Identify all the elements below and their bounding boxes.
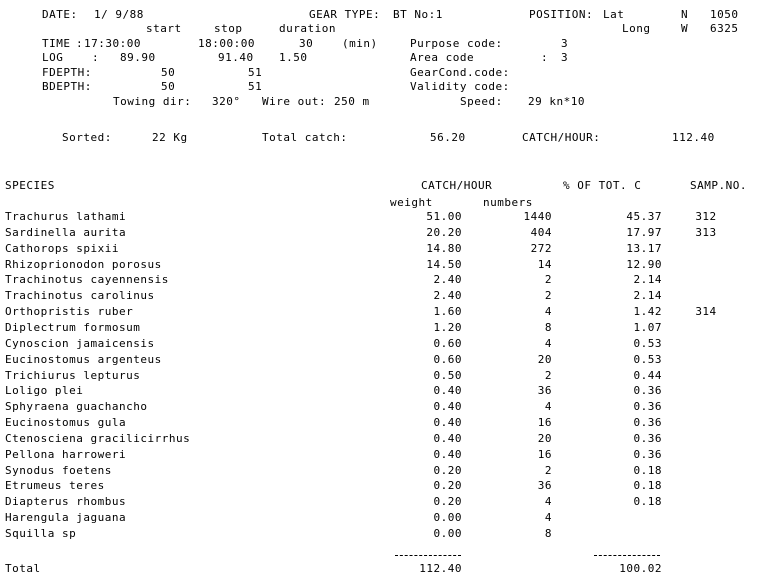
weight-value: 0.60 xyxy=(433,353,462,366)
numbers-value: 8 xyxy=(544,527,552,540)
area-code-colon: : xyxy=(541,51,549,64)
log-stop: 91.40 xyxy=(218,51,254,64)
weight-value: 14.80 xyxy=(426,242,462,255)
fdepth-start: 50 xyxy=(161,66,176,79)
weight-total-rule xyxy=(395,555,461,556)
area-code-value: 3 xyxy=(561,51,569,64)
gearcond-code-label: GearCond.code: xyxy=(410,66,510,79)
numbers-value: 16 xyxy=(537,448,552,461)
weight-value: 0.40 xyxy=(433,400,462,413)
total-percent: 100.02 xyxy=(619,562,662,575)
log-label: LOG xyxy=(42,51,64,64)
long-direction: W xyxy=(681,22,689,35)
purpose-code-value: 3 xyxy=(561,37,569,50)
lat-value: 1050 xyxy=(710,8,739,21)
speed-value: 29 kn*10 xyxy=(528,95,585,108)
numbers-value: 2 xyxy=(544,369,552,382)
col-start-label: start xyxy=(146,22,182,35)
bdepth-stop: 51 xyxy=(248,80,263,93)
percent-value: 0.36 xyxy=(633,400,662,413)
species-name: Pellona harroweri xyxy=(5,448,127,461)
species-name: Sphyraena guachancho xyxy=(5,400,148,413)
log-colon: : xyxy=(92,51,100,64)
species-name: Etrumeus teres xyxy=(5,479,105,492)
lat-direction: N xyxy=(681,8,689,21)
lat-label: Lat xyxy=(603,8,625,21)
catch-per-hour-value: 112.40 xyxy=(672,131,715,144)
species-name: Eucinostomus gula xyxy=(5,416,127,429)
percent-value: 0.18 xyxy=(633,464,662,477)
percent-value: 2.14 xyxy=(633,273,662,286)
percent-value: 12.90 xyxy=(626,258,662,271)
log-duration: 1.50 xyxy=(279,51,308,64)
total-catch-value: 56.20 xyxy=(430,131,466,144)
numbers-value: 14 xyxy=(537,258,552,271)
numbers-value: 36 xyxy=(537,479,552,492)
species-name: Rhizoprionodon porosus xyxy=(5,258,162,271)
gear-label: GEAR TYPE: xyxy=(309,8,381,21)
percent-total-rule xyxy=(594,555,660,556)
wire-out-value: 250 m xyxy=(334,95,370,108)
numbers-value: 2 xyxy=(544,464,552,477)
numbers-value: 1440 xyxy=(523,210,552,223)
percent-total-column-header: % OF TOT. C xyxy=(563,179,642,192)
percent-value: 0.36 xyxy=(633,384,662,397)
weight-value: 51.00 xyxy=(426,210,462,223)
weight-value: 0.60 xyxy=(433,337,462,350)
percent-value: 0.53 xyxy=(633,337,662,350)
date-label: DATE: xyxy=(42,8,78,21)
numbers-subheader: numbers xyxy=(483,196,533,209)
towing-direction-label: Towing dir: xyxy=(113,95,192,108)
long-label: Long xyxy=(622,22,651,35)
percent-value: 0.44 xyxy=(633,369,662,382)
fdepth-label: FDEPTH: xyxy=(42,66,92,79)
percent-value: 1.07 xyxy=(633,321,662,334)
weight-value: 0.00 xyxy=(433,511,462,524)
validity-code-label: Validity code: xyxy=(410,80,510,93)
weight-value: 1.60 xyxy=(433,305,462,318)
numbers-value: 272 xyxy=(530,242,552,255)
species-name: Trachinotus carolinus xyxy=(5,289,155,302)
numbers-value: 4 xyxy=(544,495,552,508)
species-name: Synodus foetens xyxy=(5,464,112,477)
sample-number: 312 xyxy=(695,210,717,223)
weight-value: 0.20 xyxy=(433,495,462,508)
percent-value: 0.36 xyxy=(633,416,662,429)
numbers-value: 20 xyxy=(537,432,552,445)
percent-value: 0.18 xyxy=(633,479,662,492)
species-name: Eucinostomus argenteus xyxy=(5,353,162,366)
col-stop-label: stop xyxy=(214,22,243,35)
numbers-value: 8 xyxy=(544,321,552,334)
numbers-value: 2 xyxy=(544,273,552,286)
percent-value: 0.36 xyxy=(633,432,662,445)
date-value: 1/ 9/88 xyxy=(94,8,144,21)
fdepth-stop: 51 xyxy=(248,66,263,79)
weight-subheader: weight xyxy=(390,196,433,209)
species-name: Cynoscion jamaicensis xyxy=(5,337,155,350)
numbers-value: 20 xyxy=(537,353,552,366)
weight-value: 2.40 xyxy=(433,289,462,302)
numbers-value: 4 xyxy=(544,511,552,524)
weight-value: 0.40 xyxy=(433,416,462,429)
species-name: Sardinella aurita xyxy=(5,226,127,239)
species-name: Diapterus rhombus xyxy=(5,495,127,508)
log-start: 89.90 xyxy=(120,51,156,64)
sample-number-column-header: SAMP.NO. xyxy=(690,179,747,192)
gear-value: BT No:1 xyxy=(393,8,443,21)
weight-value: 2.40 xyxy=(433,273,462,286)
percent-value: 2.14 xyxy=(633,289,662,302)
numbers-value: 4 xyxy=(544,337,552,350)
species-name: Harengula jaguana xyxy=(5,511,127,524)
percent-value: 0.36 xyxy=(633,448,662,461)
species-name: Loligo plei xyxy=(5,384,84,397)
species-name: Cathorops spixii xyxy=(5,242,119,255)
species-name: Trichiurus lepturus xyxy=(5,369,141,382)
sample-number: 313 xyxy=(695,226,717,239)
towing-direction-value: 320° xyxy=(212,95,241,108)
weight-value: 0.00 xyxy=(433,527,462,540)
time-stop: 18:00:00 xyxy=(198,37,255,50)
weight-value: 0.20 xyxy=(433,479,462,492)
weight-value: 0.40 xyxy=(433,432,462,445)
weight-value: 20.20 xyxy=(426,226,462,239)
weight-value: 1.20 xyxy=(433,321,462,334)
long-value: 6325 xyxy=(710,22,739,35)
weight-value: 0.50 xyxy=(433,369,462,382)
percent-value: 13.17 xyxy=(626,242,662,255)
position-label: POSITION: xyxy=(529,8,594,21)
total-weight: 112.40 xyxy=(419,562,462,575)
total-catch-label: Total catch: xyxy=(262,131,348,144)
catch-per-hour-column-header: CATCH/HOUR xyxy=(421,179,493,192)
percent-value: 0.18 xyxy=(633,495,662,508)
species-name: Orthopristis ruber xyxy=(5,305,134,318)
weight-value: 0.40 xyxy=(433,384,462,397)
numbers-value: 2 xyxy=(544,289,552,302)
time-label: TIME xyxy=(42,37,71,50)
weight-value: 0.20 xyxy=(433,464,462,477)
species-name: Diplectrum formosum xyxy=(5,321,141,334)
percent-value: 1.42 xyxy=(633,305,662,318)
percent-value: 17.97 xyxy=(626,226,662,239)
species-column-header: SPECIES xyxy=(5,179,55,192)
species-name: Trachinotus cayennensis xyxy=(5,273,169,286)
catch-per-hour-label: CATCH/HOUR: xyxy=(522,131,601,144)
time-colon: : xyxy=(76,37,84,50)
wire-out-label: Wire out: xyxy=(262,95,327,108)
sorted-label: Sorted: xyxy=(62,131,112,144)
total-row-label: Total xyxy=(5,562,41,575)
time-unit: (min) xyxy=(342,37,378,50)
numbers-value: 16 xyxy=(537,416,552,429)
numbers-value: 4 xyxy=(544,305,552,318)
numbers-value: 404 xyxy=(530,226,552,239)
bdepth-start: 50 xyxy=(161,80,176,93)
area-code-label: Area code xyxy=(410,51,475,64)
col-duration-label: duration xyxy=(279,22,336,35)
numbers-value: 4 xyxy=(544,400,552,413)
percent-value: 45.37 xyxy=(626,210,662,223)
sample-number: 314 xyxy=(695,305,717,318)
species-name: Trachurus lathami xyxy=(5,210,127,223)
time-duration: 30 xyxy=(299,37,314,50)
purpose-code-label: Purpose code: xyxy=(410,37,503,50)
numbers-value: 36 xyxy=(537,384,552,397)
percent-value: 0.53 xyxy=(633,353,662,366)
species-name: Ctenosciena gracilicirrhus xyxy=(5,432,191,445)
weight-value: 0.40 xyxy=(433,448,462,461)
weight-value: 14.50 xyxy=(426,258,462,271)
sorted-value: 22 Kg xyxy=(152,131,188,144)
bdepth-label: BDEPTH: xyxy=(42,80,92,93)
species-name: Squilla sp xyxy=(5,527,77,540)
time-start: 17:30:00 xyxy=(84,37,141,50)
speed-label: Speed: xyxy=(460,95,503,108)
